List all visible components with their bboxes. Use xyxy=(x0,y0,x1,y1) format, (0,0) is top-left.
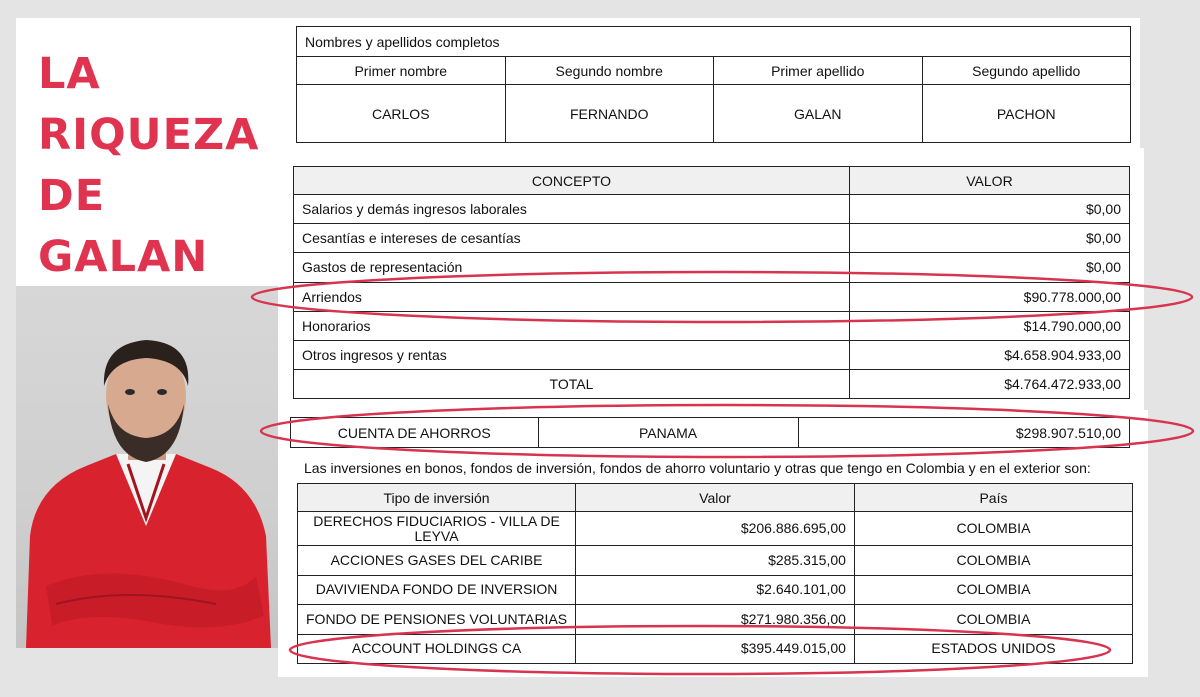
income-concept: Gastos de representación xyxy=(294,253,850,282)
name-value: CARLOS xyxy=(297,85,506,143)
name-value: PACHON xyxy=(922,85,1131,143)
headline-line: DE xyxy=(38,171,106,221)
name-value: FERNANDO xyxy=(505,85,714,143)
investment-value: $206.886.695,00 xyxy=(576,512,855,546)
table-row xyxy=(294,282,1130,311)
income-header-value: VALOR xyxy=(849,167,1129,195)
table-row xyxy=(294,224,1130,253)
investments-table xyxy=(297,483,1133,664)
names-header: Segundo nombre xyxy=(505,57,714,85)
income-concept: Honorarios xyxy=(294,311,850,340)
income-concept: Arriendos xyxy=(294,282,850,311)
income-value: $0,00 xyxy=(849,195,1129,224)
investment-type: ACCIONES GASES DEL CARIBE xyxy=(298,546,576,576)
total-label: TOTAL xyxy=(294,370,850,399)
investment-country: COLOMBIA xyxy=(854,512,1132,546)
investment-country: COLOMBIA xyxy=(854,575,1132,605)
table-row xyxy=(298,605,1133,635)
investment-value: $285.315,00 xyxy=(576,546,855,576)
investments-intro: Las inversiones en bonos, fondos de inversión, fondos de ahorro voluntario y otras que tengo en Colombia y en el exterior son: xyxy=(304,460,1091,476)
names-header: Primer apellido xyxy=(714,57,923,85)
account-country: PANAMA xyxy=(538,418,798,448)
income-table xyxy=(293,166,1130,399)
investment-type: DERECHOS FIDUCIARIOS - VILLA DE LEYVA xyxy=(298,512,576,546)
investment-type: DAVIVIENDA FONDO DE INVERSION xyxy=(298,575,576,605)
name-value: GALAN xyxy=(714,85,923,143)
names-title: Nombres y apellidos completos xyxy=(297,27,1131,57)
investment-country: ESTADOS UNIDOS xyxy=(854,634,1132,664)
investment-value: $395.449.015,00 xyxy=(576,634,855,664)
income-concept: Otros ingresos y rentas xyxy=(294,340,850,369)
account-type: CUENTA DE AHORROS xyxy=(291,418,539,448)
table-row xyxy=(298,512,1133,546)
account-table xyxy=(290,417,1130,448)
table-row xyxy=(298,634,1133,664)
income-value: $4.658.904.933,00 xyxy=(849,340,1129,369)
headline-line: GALAN xyxy=(38,232,209,282)
names-table xyxy=(296,26,1131,143)
income-value: $0,00 xyxy=(849,253,1129,282)
table-row xyxy=(291,418,1130,448)
income-concept: Salarios y demás ingresos laborales xyxy=(294,195,850,224)
names-header: Primer nombre xyxy=(297,57,506,85)
portrait-photo xyxy=(16,286,278,648)
income-value: $14.790.000,00 xyxy=(849,311,1129,340)
investments-header: Tipo de inversión xyxy=(298,484,576,512)
investment-value: $271.980.356,00 xyxy=(576,605,855,635)
table-row xyxy=(298,575,1133,605)
table-row xyxy=(298,546,1133,576)
investment-type: ACCOUNT HOLDINGS CA xyxy=(298,634,576,664)
account-value: $298.907.510,00 xyxy=(798,418,1129,448)
investment-country: COLOMBIA xyxy=(854,605,1132,635)
headline-line: LA xyxy=(38,49,101,99)
table-row xyxy=(294,195,1130,224)
headline xyxy=(38,44,278,288)
income-concept: Cesantías e intereses de cesantías xyxy=(294,224,850,253)
income-header-concept: CONCEPTO xyxy=(294,167,850,195)
total-value: $4.764.472.933,00 xyxy=(849,370,1129,399)
table-row xyxy=(294,311,1130,340)
portrait-illustration xyxy=(16,286,278,648)
investment-type: FONDO DE PENSIONES VOLUNTARIAS xyxy=(298,605,576,635)
income-value: $90.778.000,00 xyxy=(849,282,1129,311)
names-header: Segundo apellido xyxy=(922,57,1131,85)
table-row xyxy=(294,340,1130,369)
investments-header: País xyxy=(854,484,1132,512)
investment-value: $2.640.101,00 xyxy=(576,575,855,605)
income-value: $0,00 xyxy=(849,224,1129,253)
investments-header: Valor xyxy=(576,484,855,512)
investment-country: COLOMBIA xyxy=(854,546,1132,576)
headline-line: RIQUEZA xyxy=(38,110,260,160)
table-row xyxy=(294,253,1130,282)
total-row xyxy=(294,370,1130,399)
